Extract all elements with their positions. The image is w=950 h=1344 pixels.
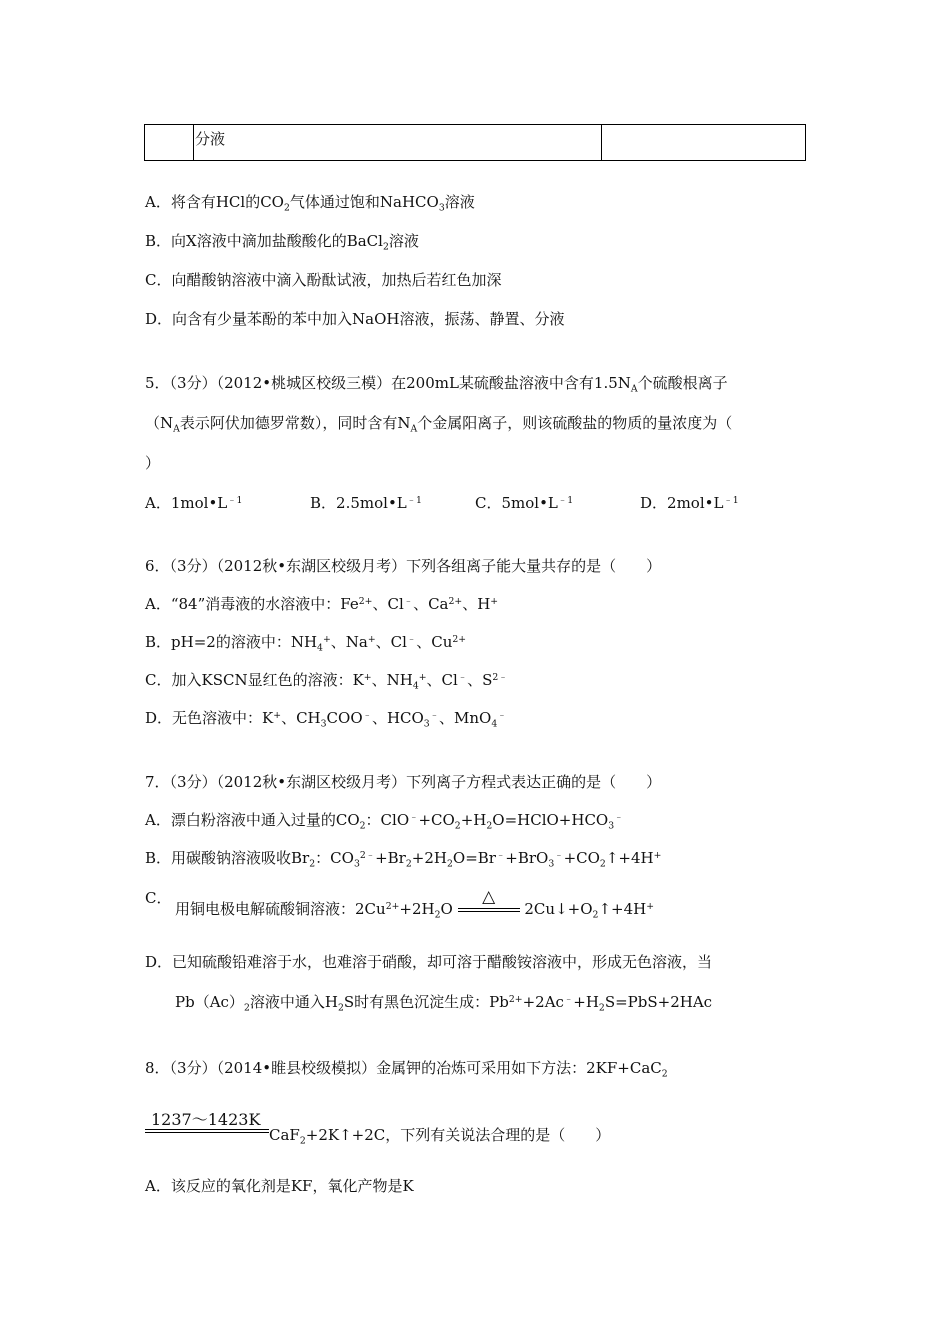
q6-option-c: C．加入KSCN显红色的溶液：K+、$NH_4^+$、Cl﹣、$S^{2﹣}$ [145,671,508,692]
table-divider [193,125,194,160]
q5-option-c: C．$5mol•L^{﹣1}$ [475,494,574,512]
q6-option-b: B．pH=2的溶液中：$NH_4^+$、Na+、Cl﹣、$Cu^{2+}$ [145,633,467,654]
q5-stem-line2: （$N_A$表示阿伏加德罗常数），同时含有$N_A$个金属阳离子，则该硫酸盐的物质的量浓度为（ [145,414,733,435]
q7-option-a: A．漂白粉溶液中通入过量的$CO_2$：$ClO^﹣+CO_2+H_2O=HClO+HCO_3^﹣$ [145,811,624,832]
q5-option-b: B．$2.5mol•L^{﹣1}$ [310,494,422,512]
q7-option-c-letter: C． [145,889,172,907]
q5-stem-line1: 5．（3分）（2012•桃城区校级三模）在200mL某硫酸盐溶液中含有$1.5N_A$个硫酸根离子 [145,374,728,395]
q5-stem-line3: ） [145,454,161,472]
q4-option-a: A．将含有HCl的$CO_2$气体通过饱和NaHCO$_3$溶液 [145,193,475,214]
q8-stem-line2: CaF$_2$+2K↑+2C，下列有关说法合理的是（ ） [269,1126,611,1147]
q4-option-c: C．向醋酸钠溶液中滴入酚酞试液，加热后若红色加深 [145,271,502,289]
table-cell: 分液 [195,130,226,148]
q5-option-d: D．$2mol•L^{﹣1}$ [640,494,739,512]
q8-stem-line1: 8．（3分）（2014•睢县校级模拟）金属钾的冶炼可采用如下方法：2KF+CaC$_2$ [145,1059,668,1080]
q6-stem: 6．（3分）（2012秋•东湖区校级月考）下列各组离子能大量共存的是（ ） [145,557,662,575]
answer-table [144,124,806,161]
q8-reaction-condition [145,1110,269,1133]
double-line [145,1129,269,1133]
q5-option-a: A．$1mol•L^{﹣1}$ [145,494,243,512]
q4-option-d: D．向含有少量苯酚的苯中加入NaOH溶液，振荡、静置、分液 [145,310,565,328]
table-divider [601,125,602,160]
q7-option-d-line2: $Pb(Ac)_2$溶液中通入$H_2S$时有黑色沉淀生成：$Pb^{2+}+2Ac^﹣+H_2S=PbS+2HAc$ [175,993,713,1014]
q7-option-d-line1: D．已知硫酸铅难溶于水，也难溶于硝酸，却可溶于醋酸铵溶液中，形成无色溶液，当 [145,953,713,971]
q6-option-d: D．无色溶液中：K+、$CH_3COO^﹣$、$HCO_3^﹣$、MnO$_4$﹣ [145,709,507,730]
q7-stem: 7．（3分）（2012秋•东湖区校级月考）下列离子方程式表达正确的是（ ） [145,773,662,791]
q5-options [145,494,785,514]
double-line [458,908,520,912]
q4-option-b: B．向X溶液中滴加盐酸酸化的BaCl$_2$溶液 [145,232,419,253]
temperature-condition: 1237～1423K [151,1110,261,1129]
q6-option-a: A．“84”消毒液的水溶液中：$Fe^{2+}$、Cl﹣、$Ca^{2+}$、H+ [145,595,499,613]
q7-option-c: 用铜电极电解硫酸铜溶液：$2Cu^{2+}+2H_2O$ △ $2Cu↓+O_2↑+4H^+$ [175,887,654,921]
q7-option-b: B．用碳酸钠溶液吸收$Br_2$：$CO_3^{2﹣}+Br_2+2H_2O=Br^﹣+BrO_3^﹣+CO_2↑+4H^+$ [145,849,662,870]
reaction-condition-arrow [458,887,520,912]
q8-option-a: A．该反应的氧化剂是KF，氧化产物是K [145,1177,414,1195]
heat-triangle-icon: △ [482,887,496,907]
